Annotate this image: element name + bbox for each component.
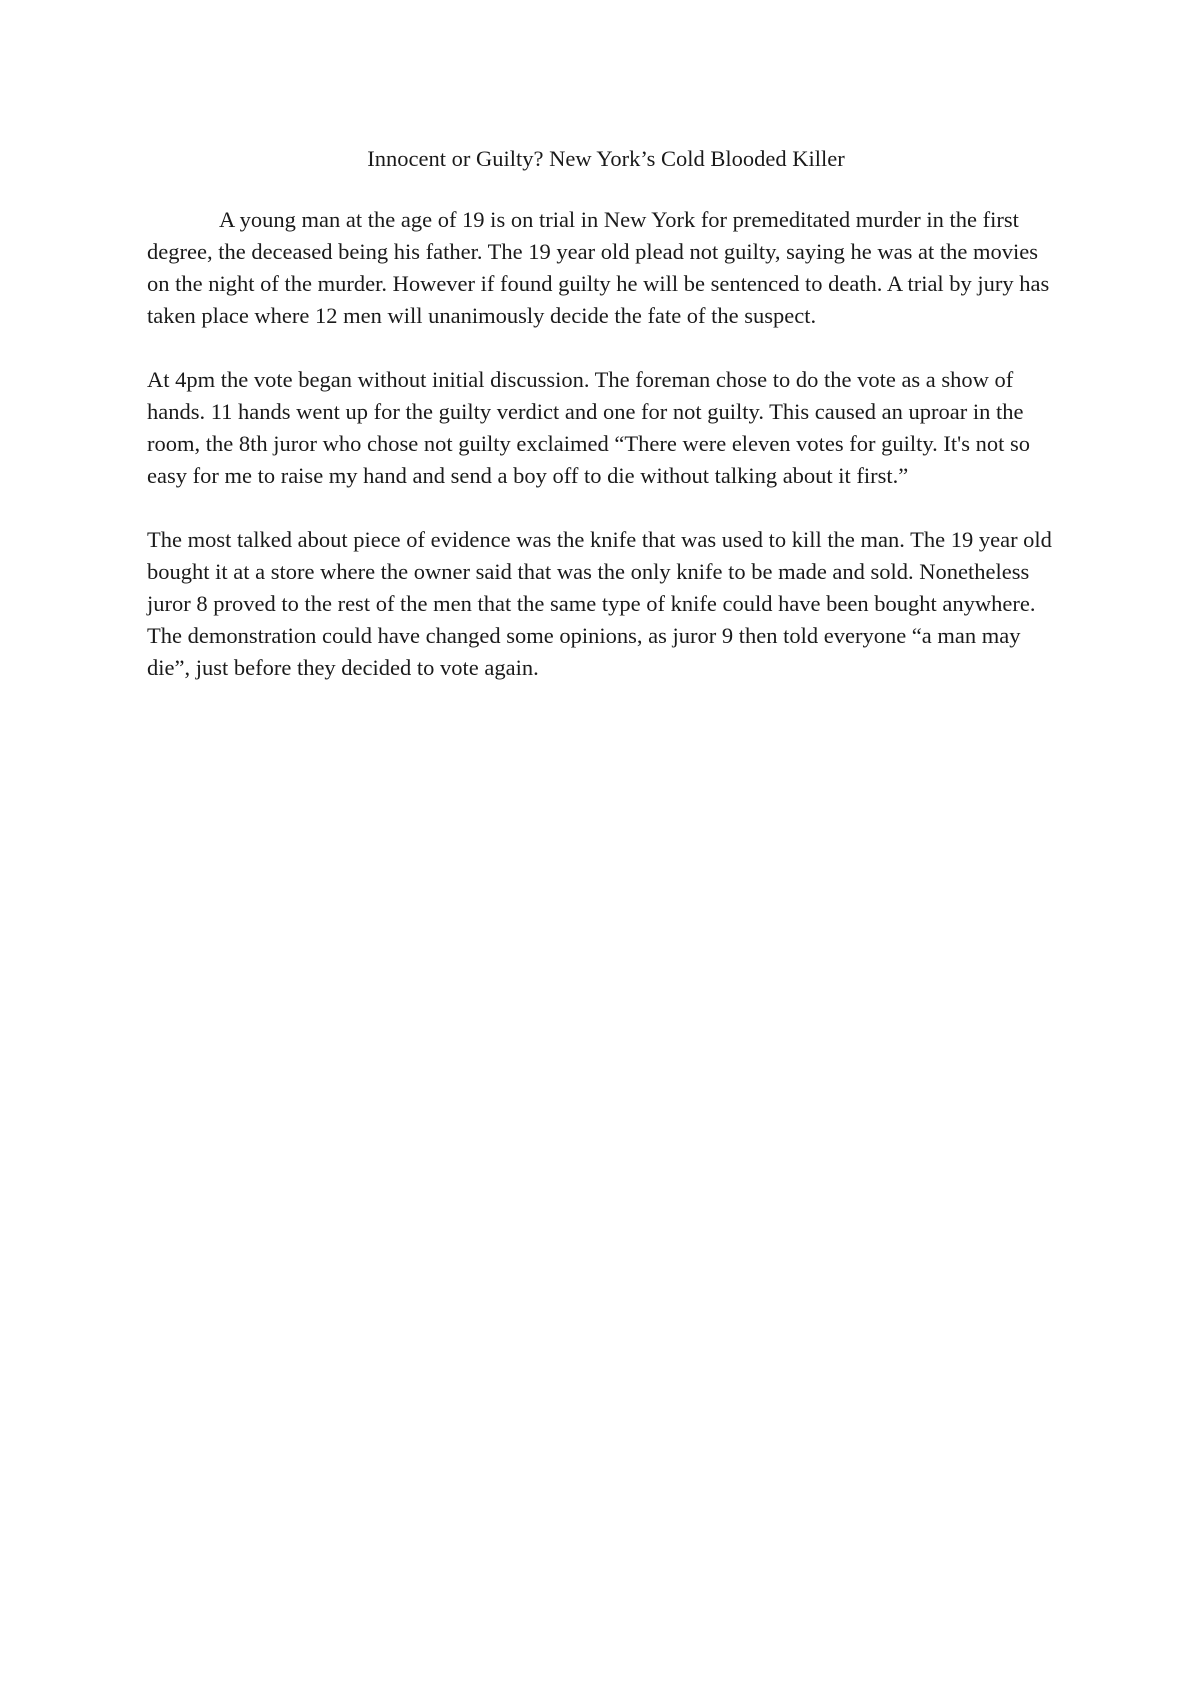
paragraph-3: The most talked about piece of evidence was the knife that was used to kill the man. The 19 year old bought it at a store where the owner said that was the only knife to be made and sold. Nonetheless juror 8 proved to the rest of the men that the same type of knife could have been bought anywhere. The demonstration could have changed some opinions, as juror 9 then told everyone “a man may die”, just before they decided to vote again. — [147, 527, 1052, 680]
paragraph-2: At 4pm the vote began without initial discussion. The foreman chose to do the vote as a show of hands. 11 hands went up for the guilty verdict and one for not guilty. This caused an uproar in the room, the 8th juror who chose not guilty exclaimed “There were eleven votes for guilty. It's not so easy for me to raise my hand and send a boy off to die without talking about it first.” — [147, 367, 1030, 488]
paragraph-1: A young man at the age of 19 is on trial in New York for premeditated murder in the first degree, the deceased being his father. The 19 year old plead not guilty, saying he was at the movies on the night of the murder. However if found guilty he will be sentenced to death. A trial by jury has taken place where 12 men will unanimously decide the fate of the suspect. — [147, 207, 1050, 328]
document-body — [147, 143, 1065, 716]
document-title: Innocent or Guilty? New York’s Cold Blooded Killer — [367, 146, 845, 171]
